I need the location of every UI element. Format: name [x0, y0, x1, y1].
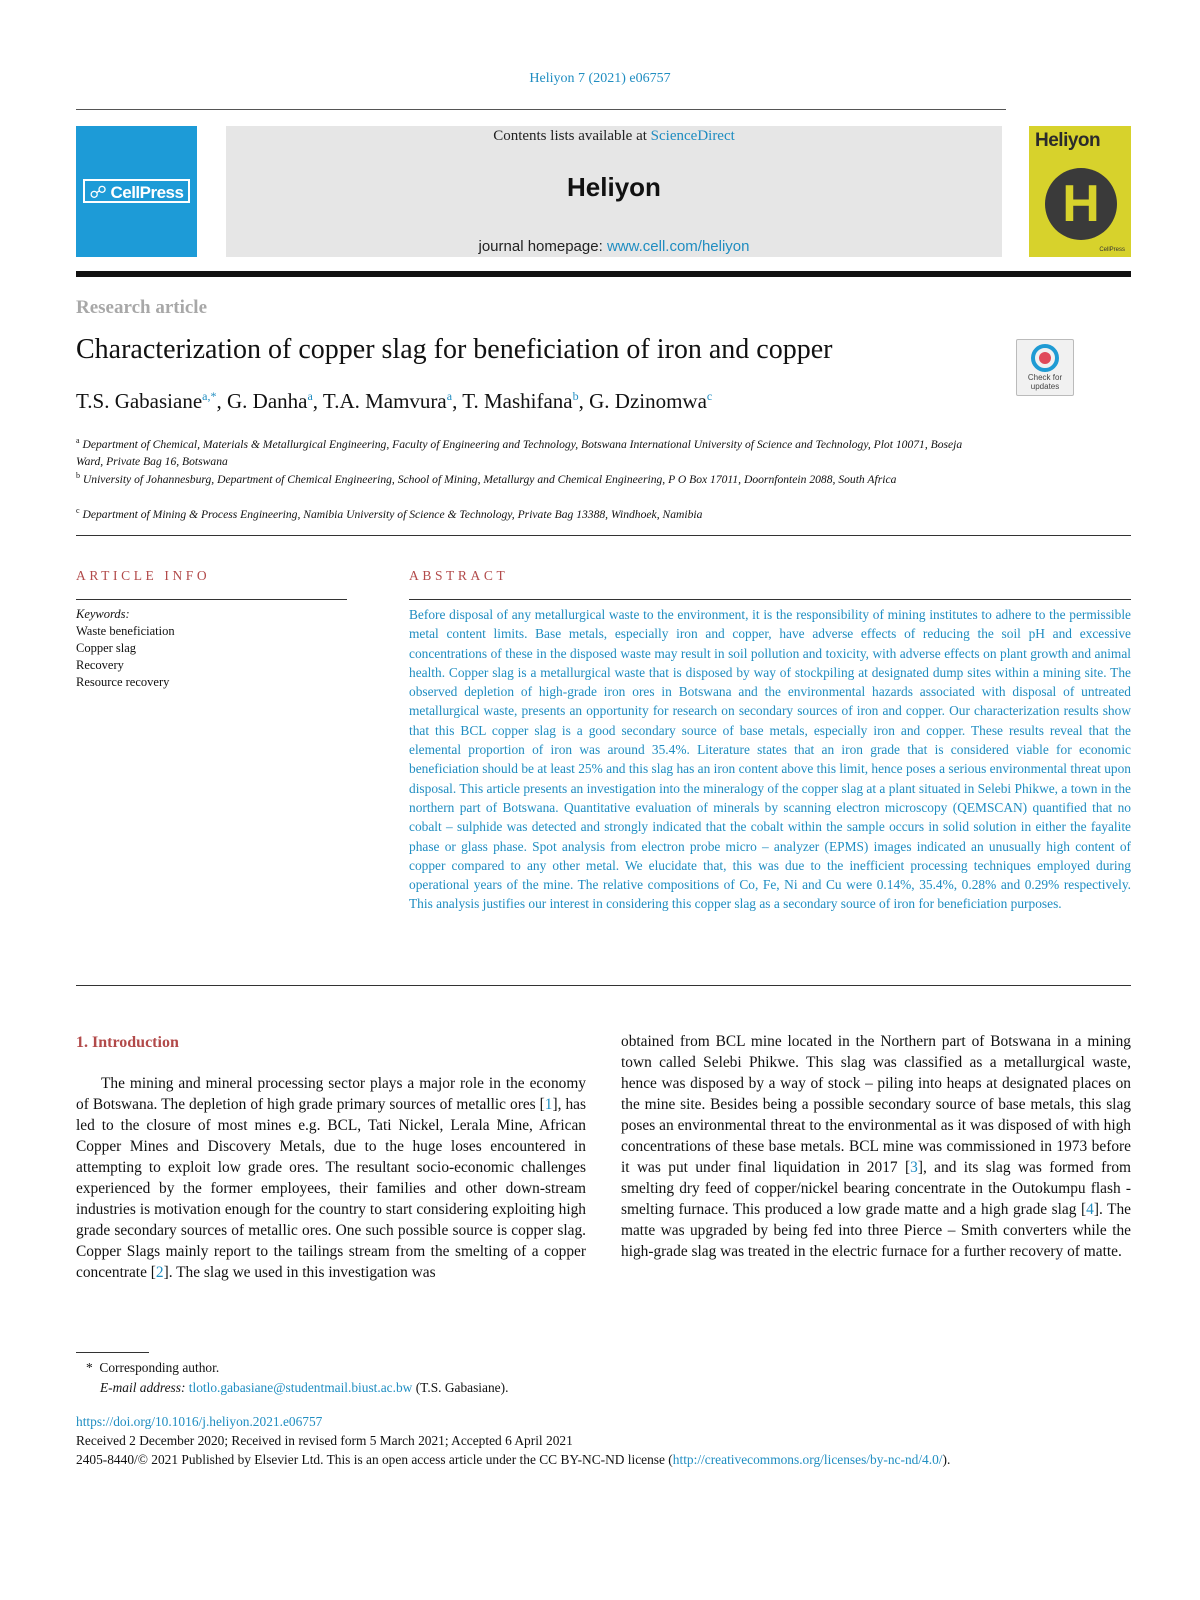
heliyon-h-icon: H [1045, 168, 1117, 240]
author-name[interactable]: T.S. Gabasiane [76, 389, 203, 413]
author-affiliation-mark[interactable]: b [572, 389, 579, 403]
journal-homepage-link[interactable]: www.cell.com/heliyon [606, 238, 750, 255]
affiliation: $^b$ University of Johannesburg, Department of Chemical Engineering, School of Mining, Metallurgy and Chemical Engineering, P O Box 17011, Doornfontein 2088, South Africa [76, 471, 897, 486]
check-for-updates-label: Check for updates [1027, 373, 1063, 391]
author-affiliation-mark[interactable]: a,* [202, 389, 217, 403]
journal-reference-link[interactable]: Heliyon 7 (2021) e06757 [529, 71, 671, 86]
article-info-heading: ARTICLE INFO [76, 568, 211, 583]
author-affiliation-mark[interactable]: c [706, 389, 713, 403]
body-column-left: The mining and mineral processing sector plays a major role in the economy of Botswana. The depletion of high grade primary sources of metallic ores [1], has led to the closure of most mines e.g. BCL, Tati Nickel, Lerala Mine, African Copper Mines and Discovery Metals, due to the huge loses encountered in attempting to exploit low grade ores. The resultant socio-economic challenges experienced by the former employees, their families and other down-stream industries is motivation enough for the country to start considering exploiting high grade secondary sources of metallic ores. One such possible source is copper slag. Copper Slags mainly report to the tailings stream from the smelting of a copper concentrate [2]. The slag we used in this investigation was [76, 1075, 586, 1281]
bookmark-icon [1031, 344, 1059, 372]
body-column-right: obtained from BCL mine located in the Northern part of Botswana in a mining town called Selebi Phikwe. This slag was classified as a metallurgical waste, hence was disposed by a way of stock – piling into heaps at designated places on the mine site. Besides being a possible secondary source of base metals, this slag poses an environmental threat to the environmental as it was disposed of with high concentrations of these base metals. BCL mine was commissioned in 1973 before it was put under final liquidation in 2017 [3], and its slag was formed from smelting dry feed of copper/nickel bearing concentrate in the Outokumpu flash - smelting furnace. This produced a low grade matte and a high grade slag [4]. The matte was upgraded by being fed into three Pierce – Smith converters while the high-grade slag was treated in the electric furnace for a further recovery of matte. [621, 1033, 1131, 1260]
affiliation: $^a$ Department of Chemical, Materials & Metallurgical Engineering, Faculty of Engineering and Technology, Botswana International University of Science and Technology, Plot 10071, Boseja Ward, Private Bag 16, Botswana [76, 436, 963, 468]
keyword: Waste beneficiation [76, 624, 175, 638]
journal-cover-image[interactable] [1029, 126, 1131, 257]
citation-link[interactable]: 2 [155, 1264, 164, 1281]
sciencedirect-link[interactable]: ScienceDirect [650, 128, 735, 144]
article-type: Research article [76, 297, 208, 318]
abstract-heading: ABSTRACT [409, 568, 509, 583]
affiliation: $^c$ Department of Mining & Process Engineering, Namibia University of Science & Technology, Private Bag 13388, Windhoek, Namibia [76, 506, 703, 521]
author-name[interactable]: G. Danha [226, 389, 308, 413]
cellpress-logo[interactable] [76, 126, 197, 257]
journal-name: Heliyon [567, 172, 661, 202]
article-title: Characterization of copper slag for beneficiation of iron and copper [76, 334, 833, 365]
author-name[interactable]: G. Dzinomwa [589, 389, 707, 413]
section-heading-introduction: 1. Introduction [76, 1034, 179, 1051]
doi-link[interactable]: https://doi.org/10.1016/j.heliyon.2021.e06757 [76, 1414, 323, 1429]
author-name[interactable]: T. Mashifana [462, 389, 573, 413]
author-list: T.S. Gabasiane$^{a,*}$, G. Danha$^a$, T.A. Mamvura$^a$, T. Mashifana$^b$, G. Dzinomwa$^c$ [76, 389, 713, 413]
divider [76, 599, 347, 600]
cellpress-logo-text: ☍ CellPress [83, 179, 190, 203]
citation-link[interactable]: 4 [1086, 1201, 1094, 1218]
cover-title: Heliyon [1035, 130, 1101, 151]
contents-line: Contents lists available at ScienceDirect [493, 128, 735, 144]
keyword: Resource recovery [76, 675, 170, 689]
email-note: E-mail address: tlotlo.gabasiane@studentmail.biust.ac.bw (T.S. Gabasiane). [100, 1380, 509, 1395]
received-dates: Received 2 December 2020; Received in revised form 5 March 2021; Accepted 6 April 2021 [76, 1433, 573, 1448]
footnote-divider [76, 1352, 149, 1353]
check-for-updates-button[interactable] [1016, 339, 1074, 396]
corresponding-author-note: * Corresponding author. [86, 1360, 220, 1375]
author-affiliation-mark[interactable]: a [307, 389, 313, 403]
top-divider [76, 109, 1006, 110]
keywords-label: Keywords: [76, 607, 130, 621]
license-link[interactable]: http://creativecommons.org/licenses/by-nc-nd/4.0/ [672, 1452, 943, 1467]
header-thick-divider [76, 271, 1131, 277]
citation-link[interactable]: 1 [544, 1096, 553, 1113]
divider [409, 599, 1131, 600]
author-email-link[interactable]: tlotlo.gabasiane@studentmail.biust.ac.bw [188, 1380, 413, 1395]
keyword: Recovery [76, 658, 124, 672]
cover-publisher: CellPress [1099, 247, 1125, 253]
license-note: 2405-8440/© 2021 Published by Elsevier Ltd. This is an open access article under the CC BY-NC-ND license (http://creativecommons.org/licenses/by-nc-nd/4.0/). [76, 1452, 951, 1467]
author-affiliation-mark[interactable]: a [446, 389, 453, 403]
abstract-text: Before disposal of any metallurgical waste to the environment, it is the responsibility of mining institutes to adhere to the permissible metal content limits. Base metals, especially iron and copper, have adverse effects of reducing the soil pH and excessive concentrations of these in the disposed waste may result in soil pollution and toxicity, with adverse effects on plant growth and animal health. Copper slag is a metallurgical waste that is disposed by way of stockpiling at designated dump sites within a mining site. The observed depletion of high-grade iron ores in Botswana and the environmental hazards associated with disposal of untreated metallurgical waste, presents an opportunity for research on secondary sources of iron and copper. Our characterization results show that this BCL copper slag is a good secondary source of base metals, especially iron and copper. These results reveal that the elemental proportion of iron was around 35.4%. Literature states that an iron grade that is considered viable for economic beneficiation should be at least 25% and this slag has an iron content above this limit, hence poses a serious environmental threat upon disposal. This article presents an investigation into the mineralogy of the copper slag at a plant situated in Selebi Phikwe, a town in the northern part of Botswana. Quantitative evaluation of minerals by scanning electron microscopy (QEMSCAN) quantified that no cobalt – sulphide was detected and strongly indicated that the cobalt within the sample occurs in solid solution in either the fayalite phase or glass phase. Spot analysis from electron probe micro – analyzer (EPMS) images indicated an unusually high content of copper compared to any other metal. We elucidate that, this was due to the inefficient processing techniques employed during operational years of the mine. The relative compositions of Co, Fe, Ni and Cu were 0.14%, 35.4%, 0.28% and 0.29% respectively. This analysis justifies our interest in considering this copper slag as a secondary source of iron for beneficiation purposes. [409, 607, 1131, 912]
divider [76, 535, 1131, 536]
keyword: Copper slag [76, 641, 137, 655]
cellpress-link-icon: ☍ [89, 183, 107, 202]
author-name[interactable]: T.A. Mamvura [322, 389, 447, 413]
journal-banner [226, 126, 1002, 257]
divider [76, 985, 1131, 986]
citation-link[interactable]: 3 [910, 1159, 918, 1176]
homepage-line: journal homepage: www.cell.com/heliyon [478, 238, 750, 255]
